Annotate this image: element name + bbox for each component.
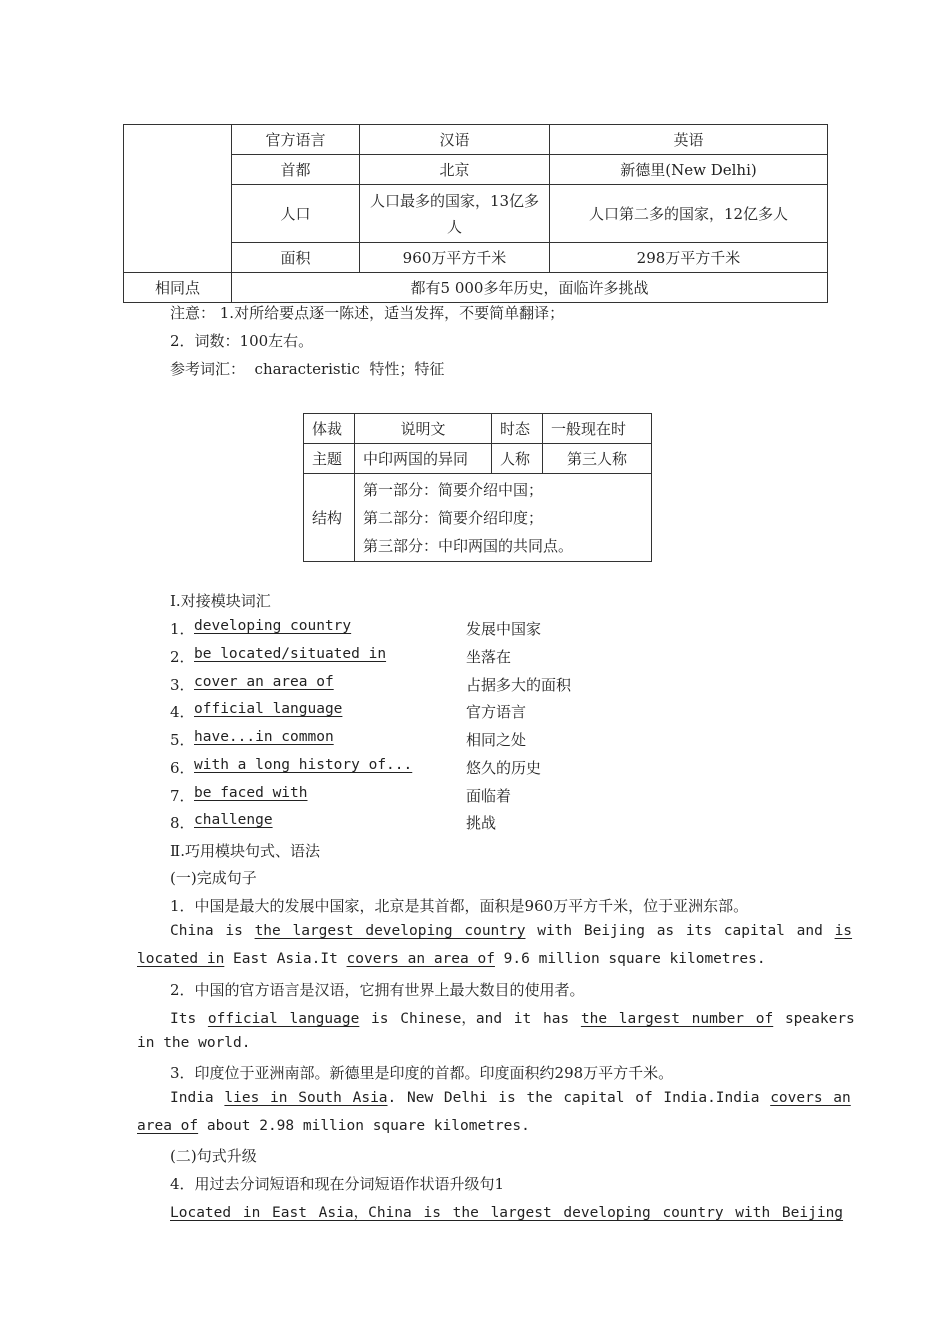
china-area: 960万平方千米	[360, 243, 550, 273]
list-item	[170, 674, 572, 695]
item-english: have...in common	[194, 729, 334, 745]
india-area: 298万平方千米	[550, 243, 828, 273]
genre-label: 体裁	[304, 414, 355, 444]
china-capital: 北京	[360, 155, 550, 185]
answer-blank: area of	[137, 1118, 199, 1134]
item-chinese: 悠久的历史	[466, 759, 542, 777]
person-label: 人称	[492, 444, 543, 474]
subsection-1-title: (一)完成句子	[170, 869, 257, 887]
list-item	[170, 757, 542, 778]
subsection-2-title: (二)句式升级	[170, 1147, 257, 1165]
topic-label: 主题	[304, 444, 355, 474]
row-label-area: 面积	[232, 243, 360, 273]
row-label-capital: 首都	[232, 155, 360, 185]
item-number: 2．	[170, 648, 195, 666]
text: . New Delhi is the capital of India.India	[387, 1090, 771, 1106]
item-number: 4．	[170, 703, 195, 721]
list-item	[170, 618, 542, 639]
item-english: official language	[194, 701, 343, 717]
tense-label: 时态	[492, 414, 543, 444]
tense-value: 一般现在时	[543, 414, 652, 444]
item-number: 8．	[170, 814, 195, 832]
item-english: developing country	[194, 618, 352, 634]
structure-part-1: 第一部分：简要介绍中国；	[363, 480, 544, 499]
list-item	[170, 646, 512, 667]
structure-label: 结构	[304, 474, 355, 562]
answer-blank: the largest number of	[580, 1011, 774, 1027]
structure-part-3: 第三部分：中印两国的共同点。	[363, 536, 574, 555]
structure-part-2: 第二部分：简要介绍印度；	[363, 508, 544, 527]
text: with Beijing as its capital and	[525, 923, 835, 939]
list-item	[170, 812, 497, 833]
answer-blank: covers an	[770, 1090, 851, 1106]
text: speakers	[773, 1011, 855, 1027]
comparison-table	[123, 124, 828, 303]
text: about 2.98 million square kilometres.	[198, 1118, 530, 1134]
item-chinese: 官方语言	[466, 703, 527, 721]
common-value: 都有5 000多年历史，面临许多挑战	[232, 273, 828, 303]
answer-blank: lies in South Asia	[224, 1090, 388, 1106]
list-item	[170, 729, 527, 750]
item-number: 1．	[170, 620, 195, 638]
item-english: be located/situated in	[194, 646, 387, 662]
answer-blank: official language	[207, 1011, 360, 1027]
item-chinese: 坐落在	[466, 648, 512, 666]
sentence-1-english-line-1	[170, 923, 853, 939]
item-english: cover an area of	[194, 674, 334, 690]
answer-blank: covers an area of	[346, 951, 495, 967]
text: India	[170, 1090, 225, 1106]
text: China is	[170, 923, 255, 939]
item-chinese: 发展中国家	[466, 620, 542, 638]
text: 9.6 million square kilometres.	[494, 951, 766, 967]
india-population: 人口第二多的国家，12亿多人	[550, 185, 828, 243]
india-language: 英语	[550, 125, 828, 155]
item-number: 6．	[170, 759, 195, 777]
row-label-population: 人口	[232, 185, 360, 243]
vocab-note: 参考词汇： characteristic 特性；特征	[170, 360, 445, 378]
row-label-language: 官方语言	[232, 125, 360, 155]
person-value: 第三人称	[543, 444, 652, 474]
answer-blank: the largest developing country	[254, 923, 526, 939]
sentence-3-english-line-2	[137, 1118, 817, 1134]
india-capital: 新德里(New Delhi)	[550, 155, 828, 185]
sentence-1-chinese: 1．中国是最大的发展中国家，北京是其首都，面积是960万平方千米，位于亚洲东部。	[170, 897, 749, 915]
answer-blank: located in	[137, 951, 225, 967]
list-item	[170, 785, 512, 806]
sentence-3-english-line-1	[170, 1090, 851, 1106]
genre-value: 说明文	[355, 414, 492, 444]
answer-blank: is	[834, 923, 853, 939]
item-chinese: 面临着	[466, 787, 512, 805]
item-number: 7．	[170, 787, 195, 805]
note-2: 2．词数：100左右。	[170, 332, 314, 350]
item-number: 5．	[170, 731, 195, 749]
sentence-2-chinese: 2．中国的官方语言是汉语，它拥有世界上最大数目的使用者。	[170, 981, 585, 999]
section-2-title: Ⅱ.巧用模块句式、语法	[170, 842, 320, 860]
china-population: 人口最多的国家，13亿多人	[360, 185, 550, 243]
text: Its	[170, 1011, 208, 1027]
sentence-1-english-line-2	[137, 951, 817, 967]
sentence-2-english-line-2: in the world.	[137, 1035, 251, 1051]
sentence-2-english-line-1	[170, 1007, 855, 1028]
section-1-title: Ⅰ.对接模块词汇	[170, 592, 271, 610]
list-item	[170, 701, 527, 722]
item-chinese: 挑战	[466, 814, 497, 832]
text: is Chinese，and it has	[359, 1011, 581, 1027]
item-number: 3．	[170, 676, 195, 694]
sentence-4-answer: Located in East Asia，China is the largest developing country with Beijing	[170, 1205, 844, 1221]
text: East Asia.It	[224, 951, 347, 967]
china-language: 汉语	[360, 125, 550, 155]
item-chinese: 占据多大的面积	[466, 676, 572, 694]
sentence-4-instruction: 4．用过去分词短语和现在分词短语作状语升级句1	[170, 1175, 505, 1193]
structure-value	[355, 474, 652, 562]
blank-cell	[124, 125, 232, 273]
item-english: challenge	[194, 812, 273, 828]
note-1: 注意： 1.对所给要点逐一陈述，适当发挥，不要简单翻译；	[170, 304, 565, 322]
item-chinese: 相同之处	[466, 731, 527, 749]
writing-outline-table	[303, 413, 652, 562]
item-english: be faced with	[194, 785, 308, 801]
common-label: 相同点	[124, 273, 232, 303]
sentence-3-chinese: 3．印度位于亚洲南部。新德里是印度的首都。印度面积约298万平方千米。	[170, 1064, 674, 1082]
topic-value: 中印两国的异同	[355, 444, 492, 474]
item-english: with a long history of...	[194, 757, 413, 773]
